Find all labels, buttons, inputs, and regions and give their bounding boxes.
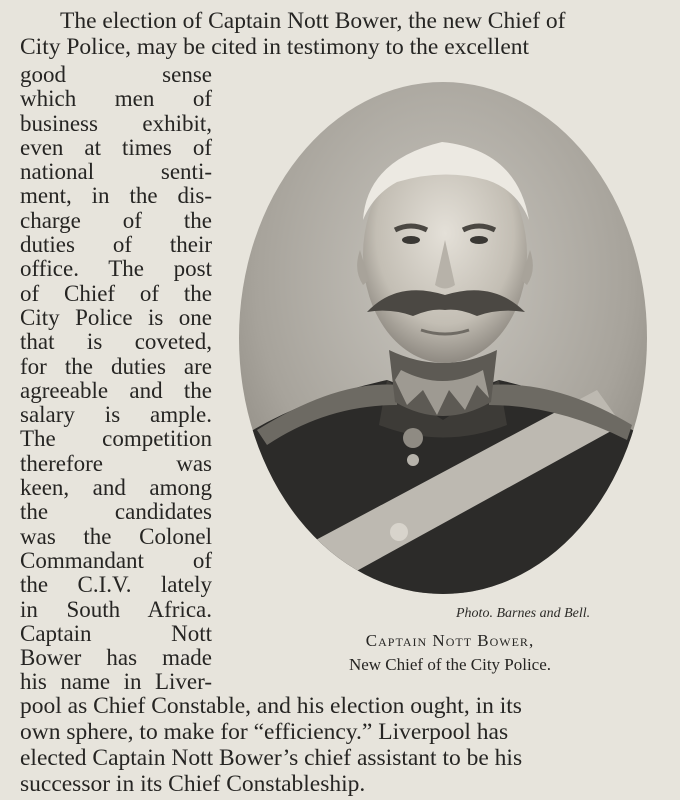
column-line: keen, and among — [20, 475, 212, 501]
column-line: The competition — [20, 426, 212, 452]
column-line: Commandant of — [20, 547, 212, 573]
article-column — [20, 63, 212, 695]
column-line: good sense — [20, 62, 212, 87]
column-line: national senti- — [20, 159, 212, 185]
column-line: duties of their — [20, 232, 212, 258]
column-line: salary is ample. — [20, 402, 212, 428]
column-line: was the Colonel — [20, 523, 212, 549]
article-tail — [20, 693, 662, 797]
column-line: therefore was — [20, 450, 212, 476]
photo-credit: Photo. Barnes and Bell. — [456, 606, 591, 621]
column-line: his name in Liver- — [20, 669, 212, 695]
tail-line: elected Captain Nott Bower’s chief assistant to be his — [20, 745, 523, 771]
column-line: Captain Nott — [20, 620, 212, 646]
column-line: for the duties are — [20, 353, 212, 379]
column-line: of Chief of the — [20, 280, 212, 306]
column-line: in South Africa. — [20, 596, 212, 622]
lead-line: The election of Captain Nott Bower, the new Chief of — [60, 8, 566, 34]
column-line: Bower has made — [20, 645, 212, 671]
article-lead — [20, 8, 666, 60]
column-line: office. The post — [20, 256, 212, 282]
column-line: the C.I.V. lately — [20, 572, 212, 598]
column-line: that is coveted, — [20, 329, 212, 355]
column-line: charge of the — [20, 207, 212, 233]
lead-line: City Police, may be cited in testimony to the excellent — [20, 34, 530, 60]
column-line: the candidates — [20, 499, 212, 525]
tail-line: pool as Chief Constable, and his election ought, in its — [20, 693, 522, 719]
tail-line: own sphere, to make for “efficiency.” Liverpool has — [20, 719, 509, 745]
portrait-photo — [237, 80, 649, 596]
caption-subtitle: New Chief of the City Police. — [348, 655, 552, 674]
column-line: business exhibit, — [20, 110, 212, 136]
column-line: agreeable and the — [20, 377, 212, 403]
caption-title: Captain Nott Bower, — [365, 631, 535, 650]
column-line: which men of — [20, 86, 212, 112]
tail-line: successor in its Chief Constableship. — [20, 771, 366, 797]
column-line: City Police is one — [20, 304, 212, 330]
column-line: ment, in the dis- — [20, 183, 212, 209]
column-line: even at times of — [20, 134, 212, 160]
